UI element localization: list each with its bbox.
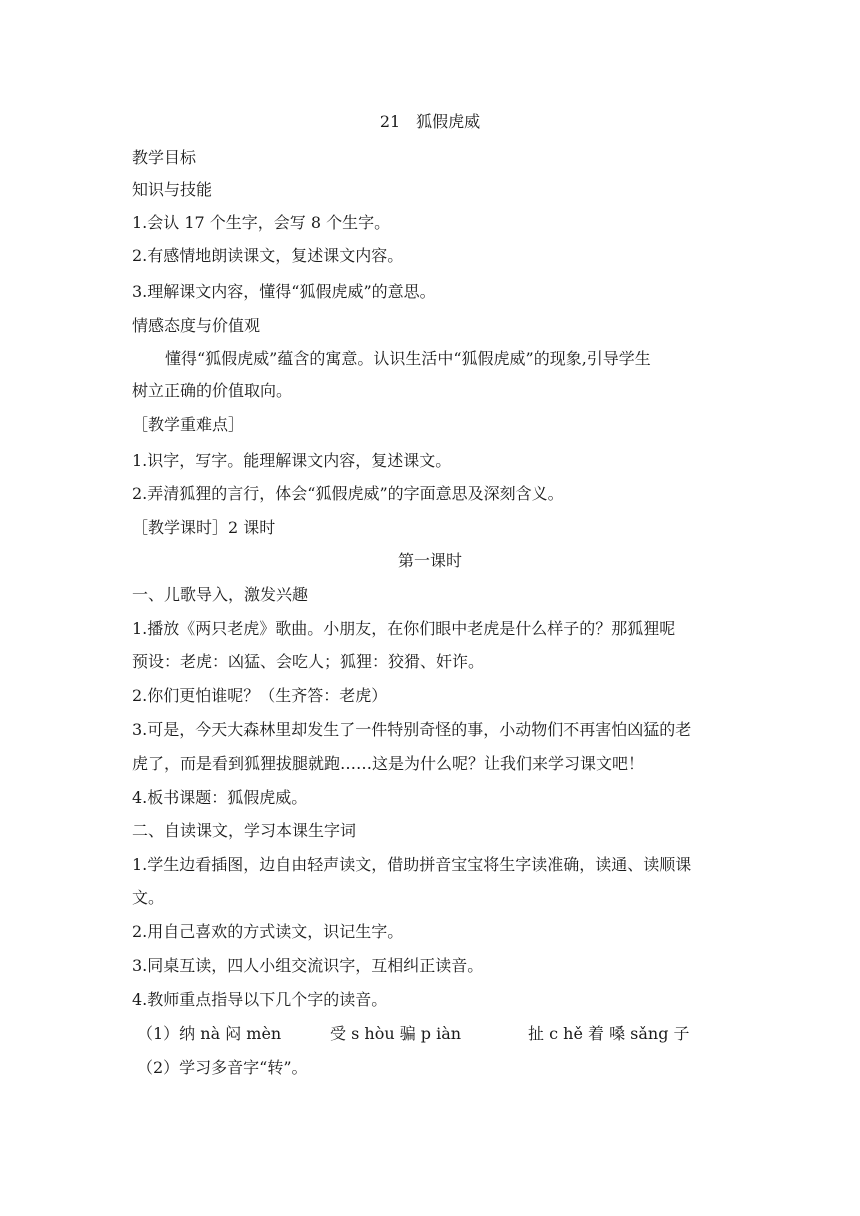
text-line: 4.板书课题：狐假虎威。 <box>132 788 308 807</box>
section-heading: ［教学重难点］ <box>132 415 245 434</box>
text-line: 1.识字，写字。能理解课文内容，复述课文。 <box>132 451 452 470</box>
pinyin-item: （1）纳 nà 闷 mèn <box>137 1024 282 1043</box>
text-line: 虎了，而是看到狐狸拔腿就跑……这是为什么呢？让我们来学习课文吧！ <box>132 754 645 773</box>
section-heading: 二、自读课文，学习本课生字词 <box>132 821 357 840</box>
text-line: 3.同桌互读，四人小组交流识字，互相纠正读音。 <box>132 956 484 975</box>
period-heading: 第一课时 <box>397 551 462 570</box>
subsection-heading: 情感态度与价值观 <box>132 316 261 335</box>
text-line: 2.用自己喜欢的方式读文，识记生字。 <box>132 922 404 941</box>
pinyin-item: 扯 c hě 着 嗓 sǎng 子 <box>528 1024 690 1043</box>
section-heading: ［教学课时］2 课时 <box>132 518 276 537</box>
text-line: 1.会认 17 个生字，会写 8 个生字。 <box>132 213 391 232</box>
section-heading: 教学目标 <box>132 148 197 167</box>
text-line: 4.教师重点指导以下几个字的读音。 <box>132 990 388 1009</box>
text-line: 2.有感情地朗读课文，复述课文内容。 <box>132 246 404 265</box>
text-line: 2.你们更怕谁呢？（生齐答：老虎） <box>132 686 388 705</box>
lesson-title: 21 狐假虎威 <box>379 112 481 131</box>
text-line: 3.理解课文内容，懂得“狐假虎威”的意思。 <box>132 282 436 301</box>
pinyin-item: 受 s hòu 骗 p iàn <box>330 1024 462 1043</box>
text-line: 1.播放《两只老虎》歌曲。小朋友，在你们眼中老虎是什么样子的？那狐狸呢 <box>132 619 676 638</box>
text-line: 1.学生边看插图，边自由轻声读文，借助拼音宝宝将生字读准确，读通、读顺课 <box>132 855 692 874</box>
text-line: 文。 <box>132 888 165 907</box>
paragraph-line: 树立正确的价值取向。 <box>132 381 293 400</box>
section-heading: 一、儿歌导入，激发兴趣 <box>132 585 309 604</box>
subsection-heading: 知识与技能 <box>132 180 213 199</box>
text-line: （2）学习多音字“转”。 <box>137 1058 308 1077</box>
paragraph-line: 懂得“狐假虎威”蕴含的寓意。认识生活中“狐假虎威”的现象,引导学生 <box>165 349 651 368</box>
text-line: 2.弄清狐狸的言行，体会“狐假虎威”的字面意思及深刻含义。 <box>132 484 564 503</box>
text-line: 预设：老虎：凶猛、会吃人；狐狸：狡猾、奸诈。 <box>132 652 485 671</box>
text-line: 3.可是，今天大森林里却发生了一件特别奇怪的事，小动物们不再害怕凶猛的老 <box>132 720 692 739</box>
